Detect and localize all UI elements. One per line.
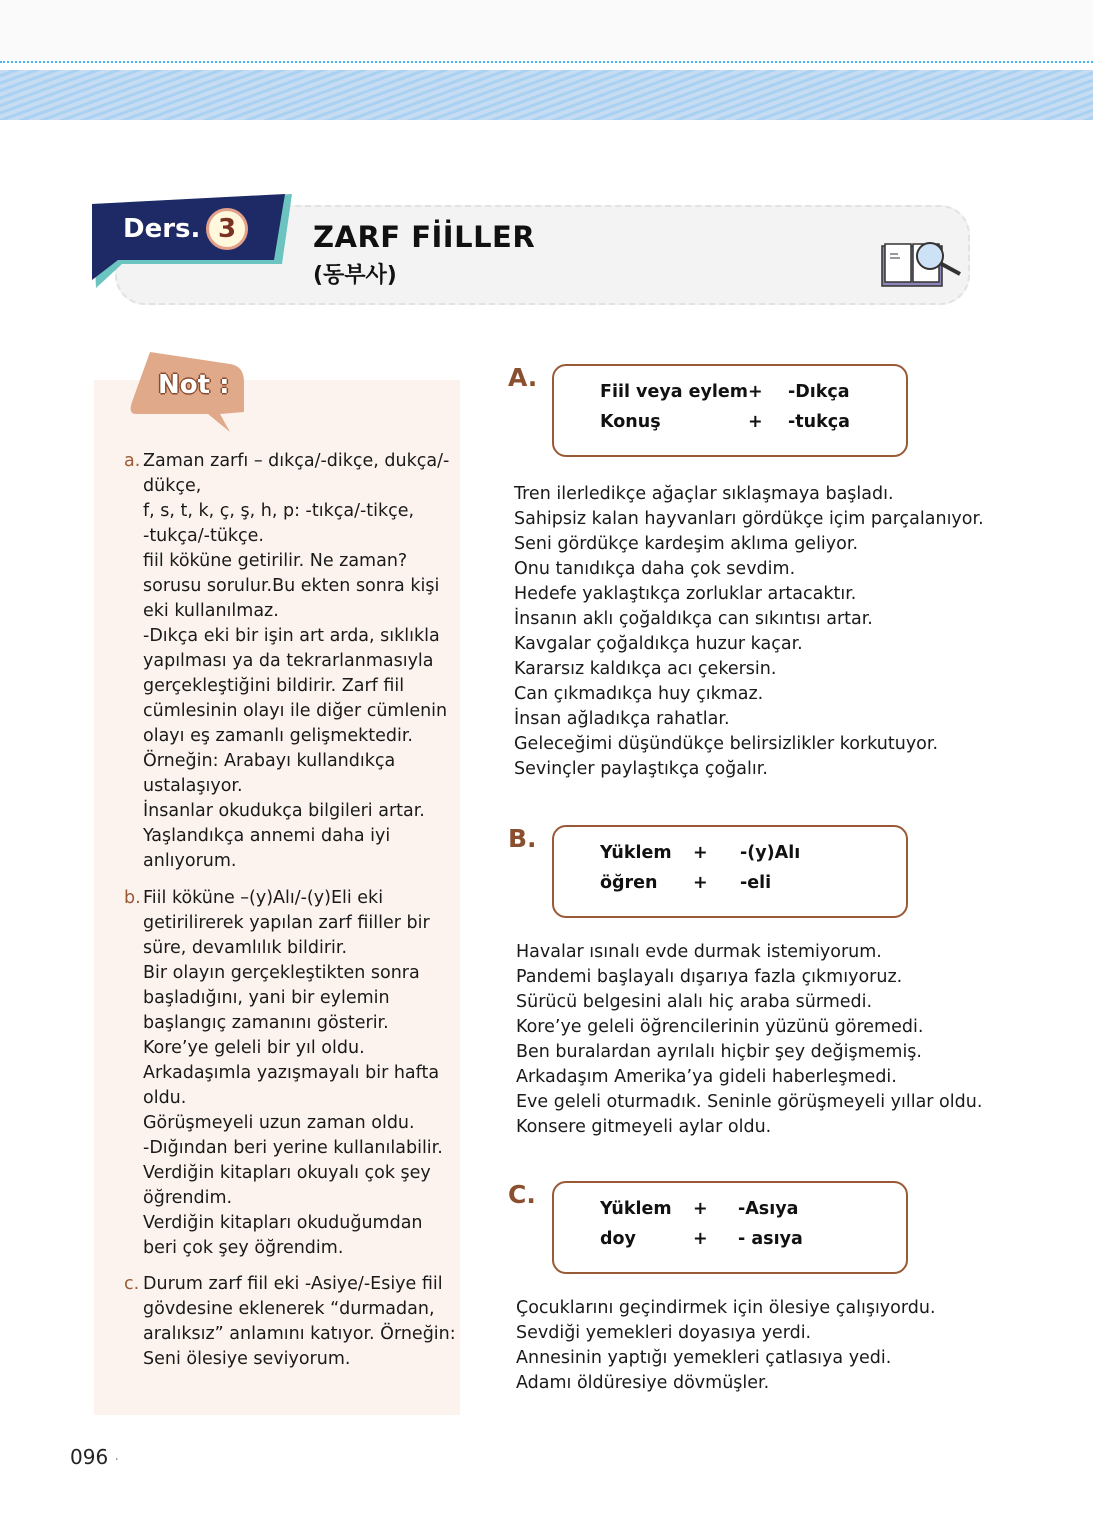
page-number: 096 ·	[70, 1445, 119, 1469]
example-sentence: Geleceğimi düşündükçe belirsizlikler korkutuyor.	[514, 734, 939, 754]
example-sentence: Sevdiği yemekleri doyasıya yerdi.	[516, 1323, 812, 1343]
example-list	[514, 482, 984, 782]
book-magnifier-icon	[880, 240, 964, 290]
note-line: gövdesine eklenerek “durmadan,	[143, 1299, 435, 1319]
example-sentence: Can çıkmadıkça huy çıkmaz.	[514, 684, 764, 704]
plus-sign: +	[693, 1199, 708, 1219]
plus-sign: +	[693, 873, 708, 893]
example-sentence: Onu tanıdıkça daha çok sevdim.	[514, 559, 796, 579]
plus-sign: +	[748, 412, 763, 432]
note-line: Örneğin: Arabayı kullandıkça	[143, 751, 396, 771]
example-sentence: Arkadaşım Amerika’ya gideli haberleşmedi.	[516, 1067, 897, 1087]
plus-sign: +	[748, 382, 763, 402]
note-line: aralıksız” anlamını katıyor. Örneğin:	[143, 1324, 456, 1344]
note-line: Arkadaşımla yazışmayalı bir hafta	[143, 1063, 440, 1083]
example-sentence: Kavgalar çoğaldıkça huzur kaçar.	[514, 634, 803, 654]
lesson-label: Ders.	[123, 214, 201, 244]
page-subtitle: (동부사)	[313, 263, 397, 288]
note-line: yapılması ya da tekrarlanmasıyla	[143, 651, 434, 671]
example-sentence: Hedefe yaklaştıkça zorluklar artacaktır.	[514, 584, 857, 604]
formula-cell: -Asıya	[738, 1199, 799, 1219]
example-sentence: Kararsız kaldıkça acı çekersin.	[514, 659, 777, 679]
top-margin	[0, 0, 1093, 62]
note-line: Fiil köküne –(y)Alı/-(y)Eli eki	[143, 888, 384, 908]
formula-box	[552, 1181, 908, 1274]
note-line: -Dığından beri yerine kullanılabilir.	[143, 1138, 443, 1158]
note-line: Kore’ye geleli bir yıl oldu.	[143, 1038, 365, 1058]
note-line: başlangıç zamanını gösterir.	[143, 1013, 389, 1033]
note-item-a: a. Zaman zarfı – dıkça/-dikçe, dukça/- dükçe, f, s, t, k, ç, ş, h, p: -tıkça/-tikçe, -tukça/-tükçe. fiil köküne getirilir. Ne zaman? sorusu sorulur.Bu ekten sonra kişi eki kullanılmaz. -Dıkça eki bir işin art arda, sıklıkla yapılması ya da tekrarlanmasıyla gerçekleştiğini bildirir. Zarf fiil cümlesinin olayı ile diğer cümlenin olayı eş zamanlı gelişmektedir. Örneğin: Arabayı kullandıkça ustalaşıyor. İnsanlar okudukça bilgileri artar. Yaşlandıkça annemi daha iyi anlıyorum.	[124, 449, 449, 874]
note-line: cümlesinin olayı ile diğer cümlenin	[143, 701, 448, 721]
note-line: eki kullanılmaz.	[143, 601, 279, 621]
formula-cell: Fiil veya eylem	[600, 382, 749, 402]
note-line: Zaman zarfı – dıkça/-dikçe, dukça/-	[143, 451, 450, 471]
example-list	[516, 940, 982, 1140]
note-item-b: b. Fiil köküne –(y)Alı/-(y)Eli eki getirilirerek yapılan zarf fiiller bir süre, devamlılık bildirir. Bir olayın gerçekleştikten sonra başladığını, yani bir eylemin başlangıç zamanını gösterir. Kore’ye geleli bir yıl oldu. Arkadaşımla yazışmayalı bir hafta oldu. Görüşmeyeli uzun zaman oldu. -Dığından beri yerine kullanılabilir. Verdiğin kitapları okuyalı çok şey öğrendim. Verdiğin kitapları okuduğumdan beri çok şey öğrendim.	[124, 886, 443, 1261]
note-line: oldu.	[143, 1088, 187, 1108]
example-sentence: İnsan ağladıkça rahatlar.	[514, 709, 730, 729]
note-line: -tukça/-tükçe.	[143, 526, 264, 546]
example-sentence: İnsanın aklı çoğaldıkça can sıkıntısı artar.	[514, 609, 873, 629]
dotted-divider	[0, 61, 1093, 63]
note-line: olayı eş zamanlı gelişmektedir.	[143, 726, 413, 746]
note-line: Yaşlandıkça annemi daha iyi	[143, 826, 391, 846]
note-line: beri çok şey öğrendim.	[143, 1238, 344, 1258]
plus-sign: +	[693, 1229, 708, 1249]
example-sentence: Çocuklarını geçindirmek için ölesiye çalışıyordu.	[516, 1298, 936, 1318]
example-sentence: Annesinin yaptığı yemekleri çatlasıya yedi.	[516, 1348, 892, 1368]
note-line: -Dıkça eki bir işin art arda, sıklıkla	[143, 626, 440, 646]
note-line: başladığını, yani bir eylemin	[143, 988, 390, 1008]
note-line: gerçekleştiğini bildirir. Zarf fiil	[143, 676, 405, 696]
formula-box	[552, 825, 908, 918]
formula-cell: Yüklem	[600, 843, 672, 863]
example-sentence: Kore’ye geleli öğrencilerinin yüzünü göremedi.	[516, 1017, 924, 1037]
note-item-c: c. Durum zarf fiil eki -Asiye/-Esiye fiil gövdesine eklenerek “durmadan, aralıksız” anlamını katıyor. Örneğin: Seni ölesiye seviyorum.	[124, 1272, 456, 1372]
striped-header-band	[0, 70, 1093, 120]
note-line: süre, devamlılık bildirir.	[143, 938, 348, 958]
example-sentence: Seni gördükçe kardeşim aklıma geliyor.	[514, 534, 859, 554]
example-sentence: Adamı öldüresiye dövmüşler.	[516, 1373, 770, 1393]
note-line: fiil köküne getirilir. Ne zaman?	[143, 551, 408, 571]
plus-sign: +	[693, 843, 708, 863]
note-line: sorusu sorulur.Bu ekten sonra kişi	[143, 576, 440, 596]
lesson-number-badge: 3	[206, 208, 248, 250]
formula-cell: Yüklem	[600, 1199, 672, 1219]
example-sentence: Pandemi başlayalı dışarıya fazla çıkmıyoruz.	[516, 967, 903, 987]
note-line: öğrendim.	[143, 1188, 233, 1208]
note-line: Bir olayın gerçekleştikten sonra	[143, 963, 420, 983]
note-line: İnsanlar okudukça bilgileri artar.	[143, 801, 425, 821]
example-sentence: Sürücü belgesini alalı hiç araba sürmedi.	[516, 992, 873, 1012]
section-letter: C.	[508, 1180, 536, 1209]
formula-cell: öğren	[600, 873, 658, 893]
example-sentence: Sahipsiz kalan hayvanları gördükçe içim parçalanıyor.	[514, 509, 984, 529]
formula-cell: doy	[600, 1229, 636, 1249]
note-line: anlıyorum.	[143, 851, 237, 871]
note-line: Verdiğin kitapları okuduğumdan	[143, 1213, 423, 1233]
note-line: f, s, t, k, ç, ş, h, p: -tıkça/-tikçe,	[143, 501, 415, 521]
formula-cell: - asıya	[738, 1229, 803, 1249]
formula-cell: -tukça	[788, 412, 850, 432]
note-line: Görüşmeyeli uzun zaman oldu.	[143, 1113, 415, 1133]
example-sentence: Eve geleli oturmadık. Seninle görüşmeyeli yıllar oldu.	[516, 1092, 983, 1112]
page-title: ZARF FİİLLER	[313, 220, 536, 254]
formula-cell: -(y)Alı	[740, 843, 801, 863]
example-sentence: Sevinçler paylaştıkça çoğalır.	[514, 759, 768, 779]
example-sentence: Tren ilerledikçe ağaçlar sıklaşmaya başladı.	[514, 484, 894, 504]
note-line: getirilirerek yapılan zarf fiiller bir	[143, 913, 430, 933]
formula-box	[552, 364, 908, 457]
note-label: Not :	[158, 370, 230, 400]
example-sentence: Ben buralardan ayrılalı hiçbir şey değişmemiş.	[516, 1042, 922, 1062]
note-line: Durum zarf fiil eki -Asiye/-Esiye fiil	[143, 1274, 443, 1294]
section-letter: A.	[508, 363, 538, 392]
example-sentence: Havalar ısınalı evde durmak istemiyorum.	[516, 942, 882, 962]
formula-cell: -Dıkça	[788, 382, 850, 402]
formula-cell: Konuş	[600, 412, 661, 432]
note-line: Verdiğin kitapları okuyalı çok şey	[143, 1163, 431, 1183]
formula-cell: -eli	[740, 873, 772, 893]
section-letter: B.	[508, 824, 537, 853]
note-line: ustalaşıyor.	[143, 776, 243, 796]
note-line: dükçe,	[143, 476, 202, 496]
note-line: Seni ölesiye seviyorum.	[143, 1349, 351, 1369]
example-list	[516, 1296, 936, 1396]
example-sentence: Konsere gitmeyeli aylar oldu.	[516, 1117, 772, 1137]
